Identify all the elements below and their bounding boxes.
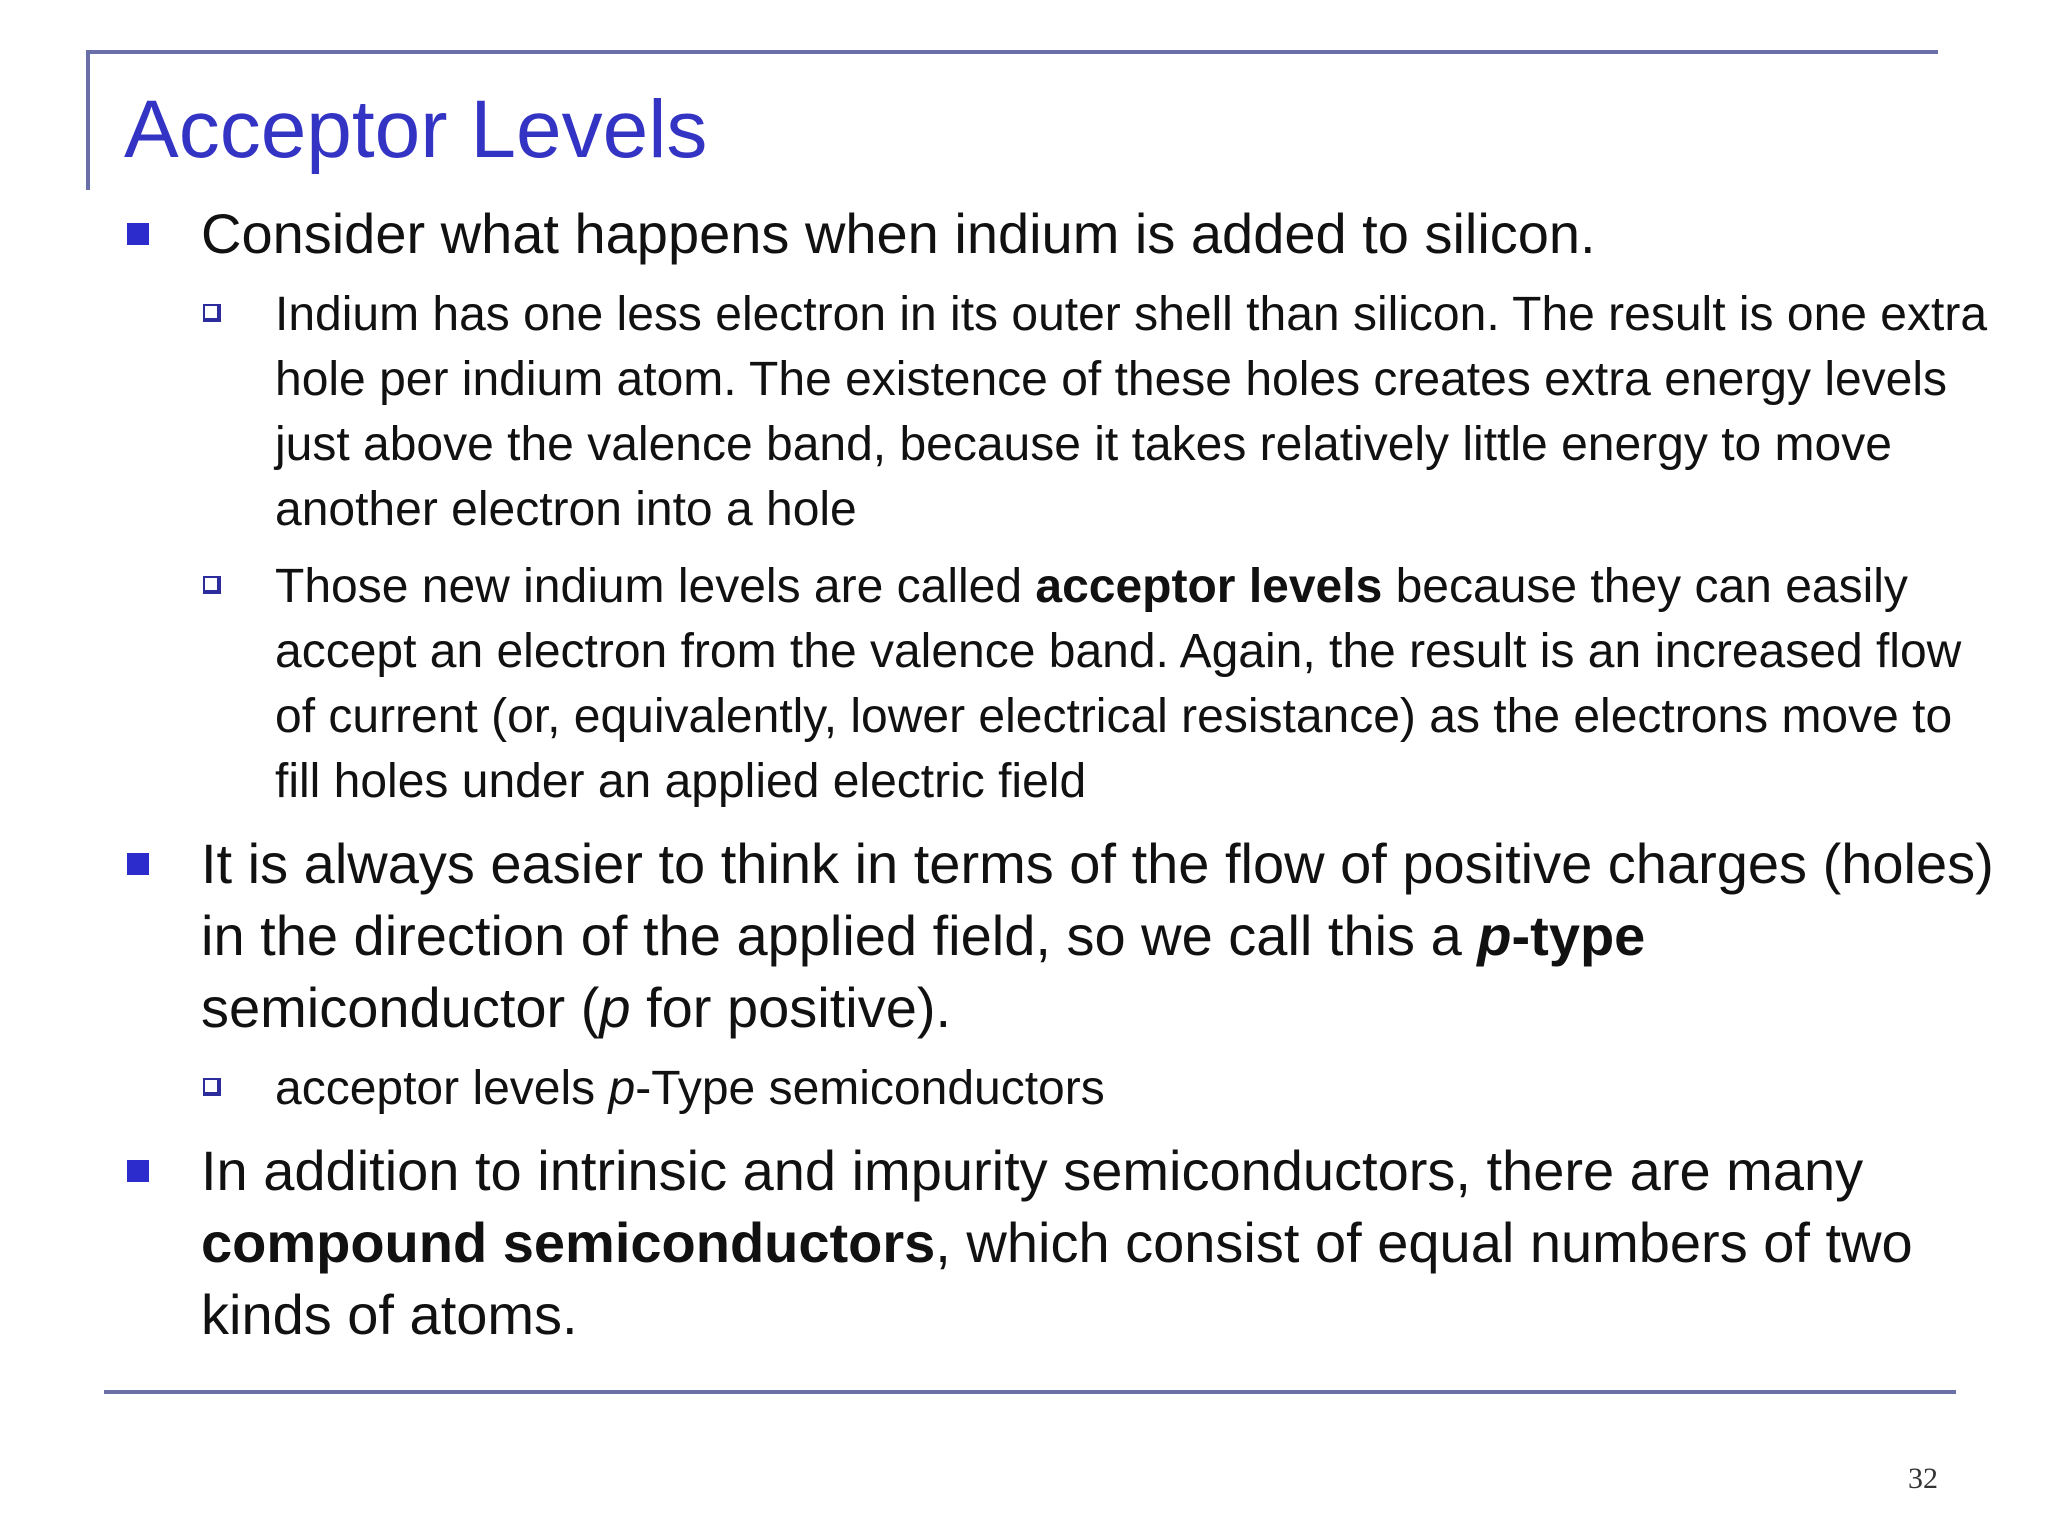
slide-body xyxy=(0,198,2048,1351)
square-bullet-icon xyxy=(127,853,149,875)
term-acceptor-levels: acceptor levels xyxy=(1035,560,1383,613)
term-p-letter: p xyxy=(1477,904,1512,967)
bullet-item xyxy=(0,1135,2048,1351)
italic-p-letter: p xyxy=(608,1062,636,1115)
bullet-text-part: , which consist of equal numbers of two kinds of atoms. xyxy=(201,1211,1913,1346)
sub-bullet-item xyxy=(0,282,2048,542)
bullet-text-part: for positive). xyxy=(630,976,952,1039)
bullet-text-part: It is always easier to think in terms of the flow of positive charges (holes) in the direction of the applied field, so we call this a xyxy=(201,832,1994,967)
left-border-line xyxy=(86,50,90,190)
sub-bullet-text-part: Those new indium levels are called xyxy=(275,560,1036,613)
bullet-text-part: semiconductor ( xyxy=(201,976,600,1039)
top-border-line xyxy=(86,50,1938,54)
slide-title: Acceptor Levels xyxy=(124,84,708,175)
bullet-text: Consider what happens when indium is added to silicon. xyxy=(201,202,1596,265)
hollow-square-bullet-icon xyxy=(203,1078,221,1096)
sub-bullet-item xyxy=(0,1056,2048,1121)
sub-bullet-item xyxy=(0,554,2048,814)
term-type-suffix: -type xyxy=(1511,904,1646,967)
sub-bullet-text-part: acceptor levels xyxy=(275,1062,609,1115)
sub-bullet-text: Indium has one less electron in its outer shell than silicon. The result is one extra hole per indium atom. The existence of these holes creates extra energy levels just above the valence band, because it takes relatively little energy to move another electron into a hole xyxy=(275,288,1988,536)
sub-bullet-text-part: because they can easily accept an electron from the valence band. Again, the result is an increased flow of current (or, equivalently, lower electrical resistance) as the electrons move to fill holes under an applied electric field xyxy=(275,560,1962,808)
hollow-square-bullet-icon xyxy=(203,304,221,322)
bottom-border-line xyxy=(104,1390,1956,1394)
hollow-square-bullet-icon xyxy=(203,576,221,594)
bullet-text-part: In addition to intrinsic and impurity semiconductors, there are many xyxy=(201,1139,1864,1202)
bullet-item xyxy=(0,198,2048,270)
italic-p-letter: p xyxy=(599,976,631,1039)
square-bullet-icon xyxy=(127,1160,149,1182)
sub-bullet-text-part: -Type semiconductors xyxy=(635,1062,1105,1115)
square-bullet-icon xyxy=(127,223,149,245)
bullet-item xyxy=(0,828,2048,1044)
term-compound-semiconductors: compound semiconductors xyxy=(201,1211,936,1274)
page-number: 32 xyxy=(1908,1462,1938,1495)
